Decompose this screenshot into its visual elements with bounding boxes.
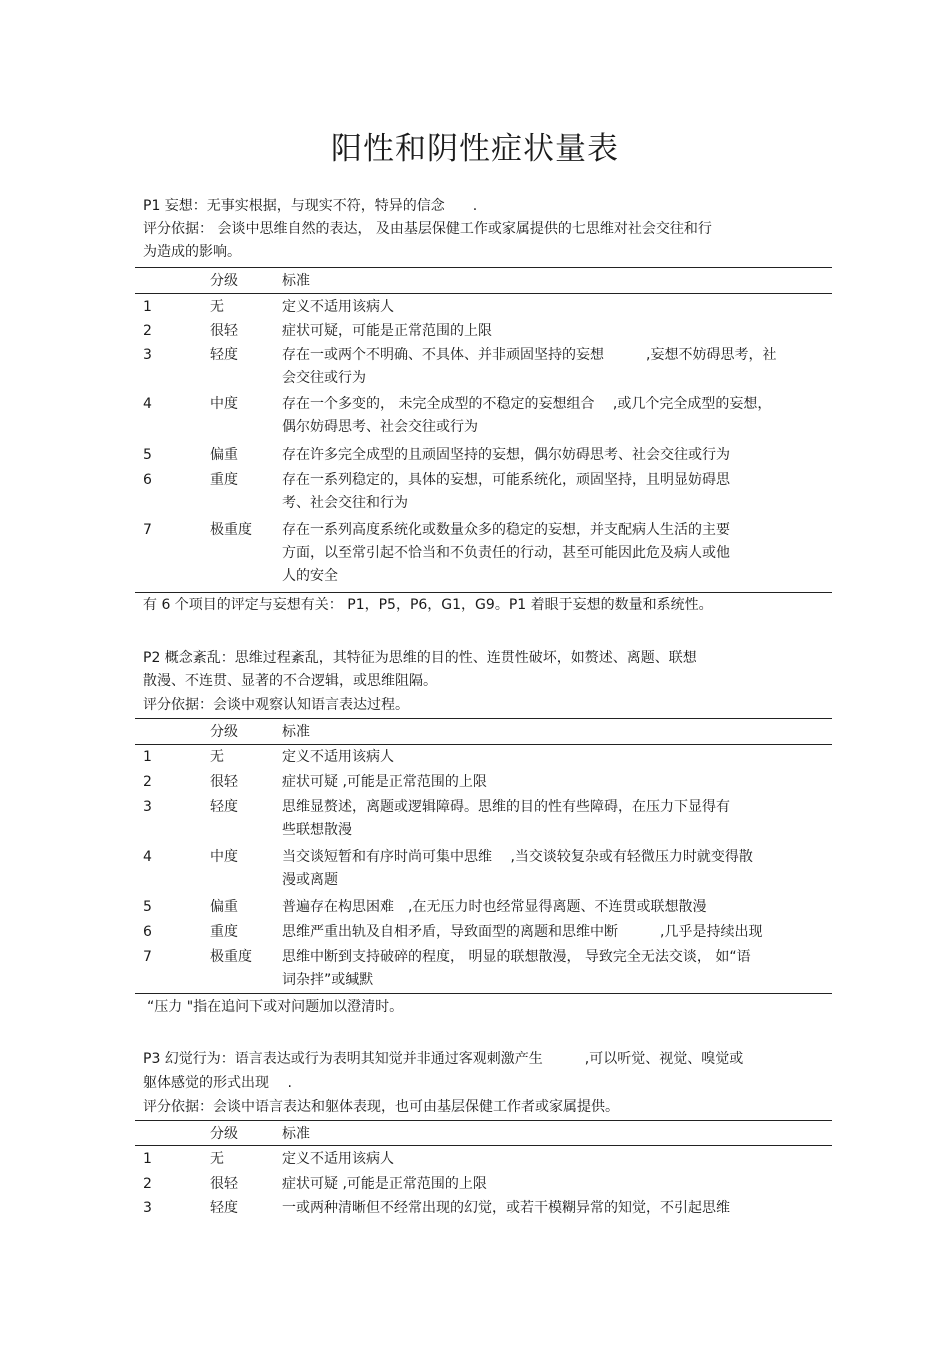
criteria-line: 存在一个多变的， 未完全成型的不稳定的妄想组合 ,或几个完全成型的妄想， <box>282 396 772 412</box>
row-number: 5 <box>143 899 152 915</box>
row-criteria <box>282 746 812 769</box>
criteria-line: 漫或离题 <box>282 872 338 888</box>
p3-definition-line-2: 躯体感觉的形式出现 . <box>143 1075 292 1091</box>
grade-column-header: 分级 <box>210 1126 238 1142</box>
criteria-line: 偶尔妨碍思考、社会交往或行为 <box>282 419 478 435</box>
criteria-line: 方面，以至常引起不恰当和不负责任的行动，甚至可能因此危及病人或他 <box>282 545 730 561</box>
criteria-line: 会交往或行为 <box>282 370 366 386</box>
row-grade: 轻度 <box>210 1200 238 1216</box>
row-number: 5 <box>143 447 152 463</box>
p2-table-bottom-rule <box>135 993 832 994</box>
row-criteria <box>282 846 812 892</box>
criteria-line: 定义不适用该病人 <box>282 299 394 315</box>
p1-table-header-rule <box>135 293 832 294</box>
row-grade: 轻度 <box>210 347 238 363</box>
row-grade: 重度 <box>210 924 238 940</box>
p3-basis: 评分依据：会谈中语言表达和躯体表现，也可由基层保健工作者或家属提供。 <box>143 1099 619 1115</box>
row-number: 3 <box>143 799 152 815</box>
criteria-column-header: 标准 <box>282 273 310 289</box>
row-grade: 极重度 <box>210 949 252 965</box>
row-number: 1 <box>143 749 152 765</box>
row-criteria <box>282 1173 812 1196</box>
p1-basis-line-2: 为造成的影响。 <box>143 244 241 260</box>
row-criteria <box>282 320 812 343</box>
p1-table-bottom-rule <box>135 592 832 593</box>
criteria-line: 人的安全 <box>282 568 338 584</box>
row-number: 3 <box>143 1200 152 1216</box>
row-grade: 无 <box>210 299 224 315</box>
p2-table-top-rule <box>135 718 832 719</box>
row-criteria <box>282 946 812 992</box>
row-number: 6 <box>143 924 152 940</box>
criteria-line: 症状可疑，可能是正常范围的上限 <box>282 323 492 339</box>
criteria-line: 症状可疑 ,可能是正常范围的上限 <box>282 1176 487 1192</box>
row-grade: 轻度 <box>210 799 238 815</box>
row-criteria <box>282 771 812 794</box>
p2-basis: 评分依据：会谈中观察认知语言表达过程。 <box>143 697 409 713</box>
p1-definition: P1 妄想：无事实根据，与现实不符，特异的信念 . <box>143 198 478 214</box>
criteria-line: 些联想散漫 <box>282 822 352 838</box>
row-number: 4 <box>143 396 152 412</box>
criteria-line: 定义不适用该病人 <box>282 749 394 765</box>
row-criteria <box>282 519 812 588</box>
row-grade: 偏重 <box>210 447 238 463</box>
row-grade: 中度 <box>210 849 238 865</box>
p2-definition-line-1: P2 概念紊乱：思维过程紊乱，其特征为思维的目的性、连贯性破坏，如赘述、离题、联想 <box>143 650 697 666</box>
criteria-line: 一或两种清晰但不经常出现的幻觉，或若干模糊异常的知觉，不引起思维 <box>282 1200 730 1216</box>
p2-table-header-rule <box>135 744 832 745</box>
row-number: 4 <box>143 849 152 865</box>
row-number: 1 <box>143 299 152 315</box>
criteria-line: 当交谈短暂和有序时尚可集中思维 ,当交谈较复杂或有轻微压力时就变得散 <box>282 849 753 865</box>
row-grade: 很轻 <box>210 1176 238 1192</box>
criteria-line: 存在一系列稳定的，具体的妄想，可能系统化，顽固坚持，且明显妨碍思 <box>282 472 730 488</box>
criteria-line: 词杂拌”或缄默 <box>282 972 374 988</box>
criteria-line: 症状可疑 ,可能是正常范围的上限 <box>282 774 487 790</box>
row-criteria <box>282 921 812 944</box>
row-number: 2 <box>143 1176 152 1192</box>
criteria-line: 存在一或两个不明确、不具体、并非顽固坚持的妄想 ,妄想不妨碍思考，社 <box>282 347 777 363</box>
row-criteria <box>282 896 812 919</box>
p1-note: 有 6 个项目的评定与妄想有关： P1，P5，P6，G1，G9。P1 着眼于妄想的数量和系统性。 <box>143 597 713 613</box>
criteria-line: 思维中断到支持破碎的程度， 明显的联想散漫， 导致完全无法交谈， 如“语 <box>282 949 751 965</box>
criteria-line: 思维显赘述，离题或逻辑障碍。思维的目的性有些障碍，在压力下显得有 <box>282 799 730 815</box>
criteria-line: 存在一系列高度系统化或数量众多的稳定的妄想，并支配病人生活的主要 <box>282 522 730 538</box>
row-criteria <box>282 1197 812 1220</box>
p1-basis-line-1: 评分依据： 会谈中思维自然的表达， 及由基层保健工作或家属提供的七思维对社会交往和行 <box>143 221 712 237</box>
row-number: 6 <box>143 472 152 488</box>
criteria-line: 存在许多完全成型的且顽固坚持的妄想，偶尔妨碍思考、社会交往或行为 <box>282 447 730 463</box>
row-grade: 很轻 <box>210 774 238 790</box>
row-number: 7 <box>143 522 152 538</box>
row-grade: 无 <box>210 1151 224 1167</box>
row-number: 2 <box>143 323 152 339</box>
criteria-column-header: 标准 <box>282 1126 310 1142</box>
row-criteria <box>282 444 812 467</box>
p2-definition-line-2: 散漫、不连贯、显著的不合逻辑，或思维阻隔。 <box>143 673 437 689</box>
row-number: 2 <box>143 774 152 790</box>
row-criteria <box>282 1148 812 1171</box>
row-grade: 中度 <box>210 396 238 412</box>
criteria-line: 思维严重出轨及自相矛盾，导致面型的离题和思维中断 ,几乎是持续出现 <box>282 924 763 940</box>
row-criteria <box>282 796 812 842</box>
criteria-column-header: 标准 <box>282 724 310 740</box>
row-grade: 无 <box>210 749 224 765</box>
row-criteria <box>282 469 812 515</box>
criteria-line: 定义不适用该病人 <box>282 1151 394 1167</box>
row-grade: 极重度 <box>210 522 252 538</box>
row-grade: 偏重 <box>210 899 238 915</box>
page-title: 阳性和阴性症状量表 <box>331 131 619 167</box>
criteria-line: 普遍存在构思困难 ,在无压力时也经常显得离题、不连贯或联想散漫 <box>282 899 707 915</box>
row-grade: 很轻 <box>210 323 238 339</box>
row-number: 1 <box>143 1151 152 1167</box>
p3-definition-line-1: P3 幻觉行为：语言表达或行为表明其知觉并非通过客观刺激产生 ,可以听觉、视觉、嗅觉或 <box>143 1051 744 1067</box>
p3-table-header-rule <box>135 1145 832 1146</box>
row-number: 7 <box>143 949 152 965</box>
criteria-line: 考、社会交往和行为 <box>282 495 408 511</box>
row-criteria <box>282 296 812 319</box>
row-grade: 重度 <box>210 472 238 488</box>
grade-column-header: 分级 <box>210 273 238 289</box>
p1-table-top-rule <box>135 267 832 268</box>
row-criteria <box>282 344 812 390</box>
p2-note: “压力 "指在追问下或对问题加以澄清时。 <box>147 999 404 1015</box>
row-number: 3 <box>143 347 152 363</box>
row-criteria <box>282 393 812 439</box>
p3-table-top-rule <box>135 1120 832 1121</box>
grade-column-header: 分级 <box>210 724 238 740</box>
